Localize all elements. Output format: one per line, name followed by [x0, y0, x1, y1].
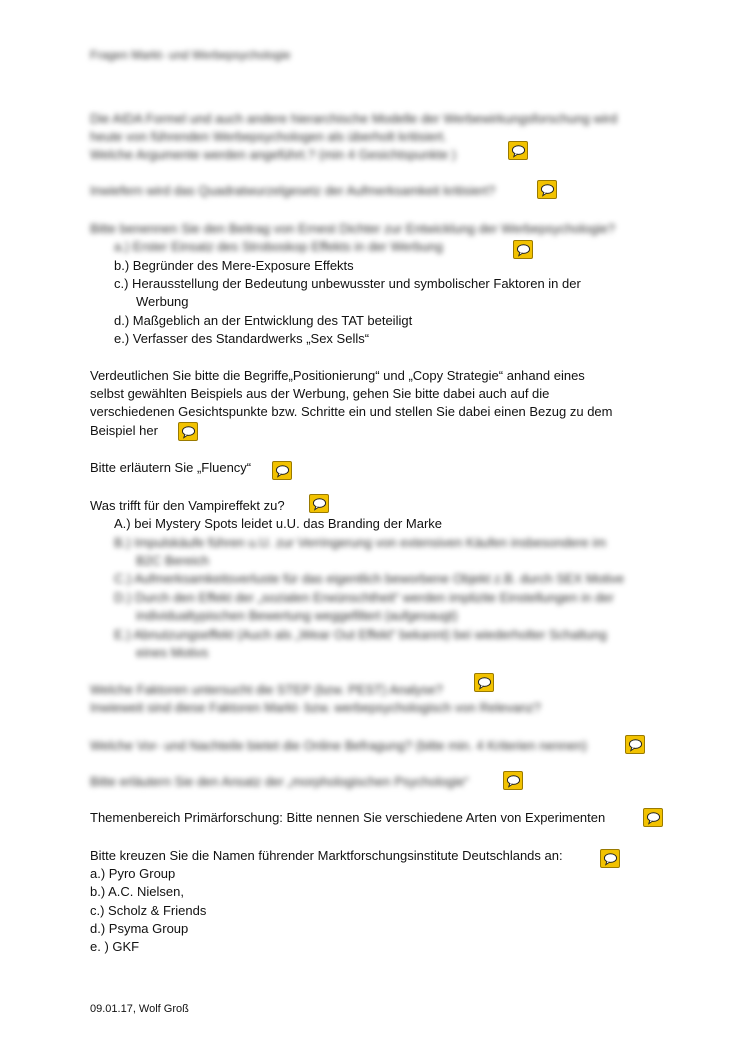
question-aida-line2: heute von führenden Werbepsychologen als überholt kritisiert. — [90, 129, 447, 144]
question-dichter: Bitte benennen Sie den Beitrag von Ernest Dichter zur Entwicklung der Werbepsychologie? — [90, 221, 616, 236]
question-aida-line1: Die AIDA Formel und auch andere hierarchische Modelle der Werbewirkungsforschung wird — [90, 111, 618, 126]
comment-icon[interactable] — [625, 735, 645, 754]
answer-dichter-c: c.) Herausstellung der Bedeutung unbewusster und symbolischer Faktoren in der — [114, 276, 581, 291]
page-footer: 09.01.17, Wolf Groß — [90, 1003, 189, 1015]
comment-icon[interactable] — [503, 771, 523, 790]
page-header: Fragen Markt- und Werbepsychologie — [90, 48, 291, 62]
question-aida-line3: Welche Argumente werden angeführt.? (min 4 Gesichtspunkte ) — [90, 147, 457, 162]
answer-vampir-a: A.) bei Mystery Spots leidet u.U. das Branding der Marke — [114, 516, 443, 531]
comment-icon[interactable] — [508, 141, 528, 160]
comment-icon[interactable] — [474, 673, 494, 692]
answer-vampir-b-cont: B2C Bereich — [136, 553, 209, 568]
question-positionierung-line2: selbst gewählten Beispiels aus der Werbung, gehen Sie bitte dabei auch auf die — [90, 386, 550, 401]
question-online-befragung: Welche Vor- und Nachteile bietet die Online Befragung? (bitte min. 4 Kriterien nennen) — [90, 738, 587, 753]
answer-institute-c: c.) Scholz & Friends — [90, 903, 207, 918]
answer-institute-e: e. ) GKF — [90, 939, 140, 954]
comment-icon[interactable] — [178, 422, 198, 441]
question-quadratwurzel: Inwiefern wird das Quadratwurzelgesetz der Aufmerksamkeit kritisiert? — [90, 183, 496, 198]
comment-icon[interactable] — [537, 180, 557, 199]
answer-vampir-e: E.) Abnutzungseffekt (Auch als „Wear Out Effekt“ bekannt) bei wiederholter Schaltung — [114, 627, 607, 642]
answer-dichter-b: b.) Begründer des Mere-Exposure Effekts — [114, 258, 354, 273]
comment-icon[interactable] — [272, 461, 292, 480]
answer-vampir-d-cont: individualtypischen Bewertung weggefiltert (aufgesaugt) — [136, 608, 458, 623]
answer-institute-b: b.) A.C. Nielsen, — [90, 884, 184, 899]
answer-dichter-a: a.) Erster Einsatz des Stroboskop Effekts in der Werbung — [114, 239, 444, 254]
question-morphologische-psychologie: Bitte erläutern Sie den Ansatz der „morphologischen Psychologie“ — [90, 774, 469, 789]
answer-vampir-e-cont: eines Motivs — [136, 645, 209, 660]
answer-vampir-d: D.) Durch den Effekt der „sozialen Erwünschtheit“ werden implizite Einstellungen in der — [114, 590, 614, 605]
answer-institute-a: a.) Pyro Group — [90, 866, 176, 881]
answer-dichter-d: d.) Maßgeblich an der Entwicklung des TAT beteiligt — [114, 313, 413, 328]
question-step-line2: Inwieweit sind diese Faktoren Markt- bzw. werbepsychologisch von Relevanz? — [90, 700, 541, 715]
question-vampireffekt: Was trifft für den Vampireffekt zu? — [90, 498, 285, 513]
answer-vampir-c: C.) Aufmerksamkeitsverluste für das eigentlich beworbene Objekt z.B. durch SEX Motive — [114, 571, 625, 586]
question-fluency: Bitte erläutern Sie „Fluency“ — [90, 460, 252, 475]
question-positionierung-line4: Beispiel her — [90, 423, 158, 438]
question-marktforschungsinstitute: Bitte kreuzen Sie die Namen führender Marktforschungsinstitute Deutschlands an: — [90, 848, 563, 863]
comment-icon[interactable] — [309, 494, 329, 513]
question-positionierung-line3: verschiedenen Gesichtspunkte bzw. Schritte ein und stellen Sie dabei einen Bezug zu dem — [90, 404, 613, 419]
question-positionierung-line1: Verdeutlichen Sie bitte die Begriffe„Positionierung“ und „Copy Strategie“ anhand eines — [90, 368, 585, 383]
answer-dichter-e: e.) Verfasser des Standardwerks „Sex Sells“ — [114, 331, 370, 346]
answer-institute-d: d.) Psyma Group — [90, 921, 189, 936]
answer-vampir-b: B.) Impulskäufe führen u.U. zur Verringerung von extensiven Käufen insbesondere im — [114, 535, 607, 550]
question-step-line1: Welche Faktoren untersucht die STEP (bzw. PEST) Analyse? — [90, 682, 443, 697]
comment-icon[interactable] — [600, 849, 620, 868]
comment-icon[interactable] — [643, 808, 663, 827]
question-primaerforschung: Themenbereich Primärforschung: Bitte nennen Sie verschiedene Arten von Experimenten — [90, 810, 606, 825]
answer-dichter-c-cont: Werbung — [136, 294, 189, 309]
comment-icon[interactable] — [513, 240, 533, 259]
